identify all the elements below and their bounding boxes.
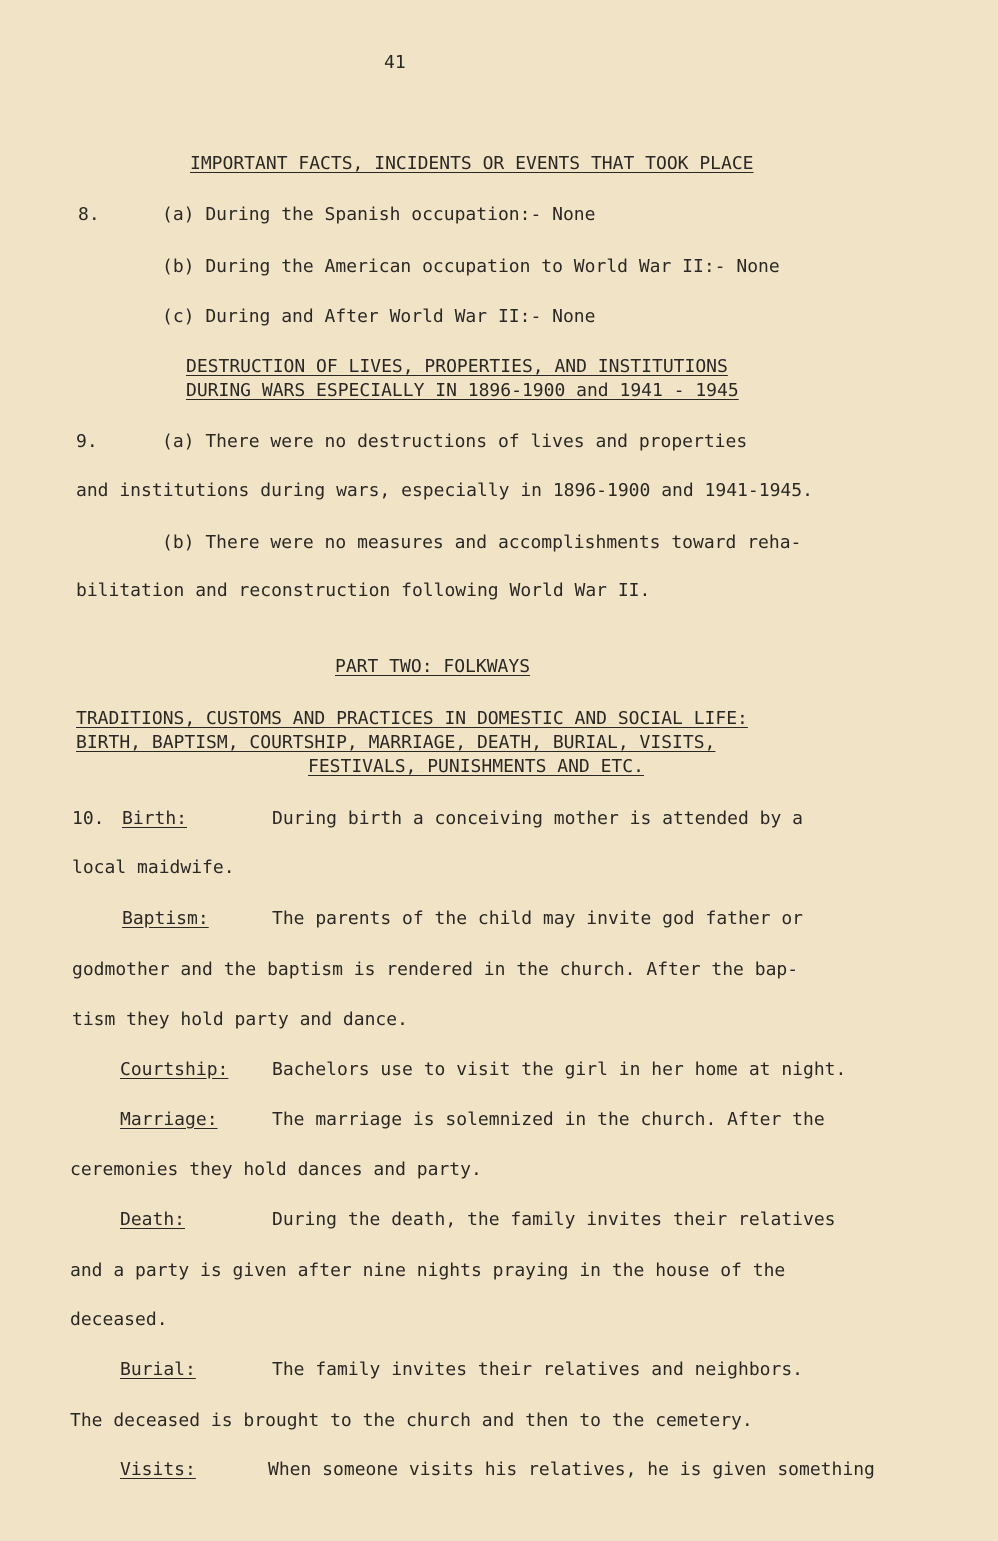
birth-line1: During birth a conceiving mother is attended by a <box>272 808 804 829</box>
burial-line1: The family invites their relatives and neighbors. <box>272 1359 804 1380</box>
baptism-line3: tism they hold party and dance. <box>72 1009 408 1030</box>
burial-label: Burial: <box>120 1359 196 1380</box>
item-8-number: 8. <box>78 204 100 225</box>
item-8c: (c) During and After World War II:- None <box>162 306 596 327</box>
item-8a: (a) During the Spanish occupation:- None <box>162 204 596 225</box>
marriage-line1: The marriage is solemnized in the church. After the <box>272 1109 825 1130</box>
baptism-line2: godmother and the baptism is rendered in the church. After the bap- <box>72 959 799 980</box>
baptism-line1: The parents of the child may invite god father or <box>272 908 804 929</box>
item-9a-line1: (a) There were no destructions of lives and properties <box>162 431 748 452</box>
courtship-line1: Bachelors use to visit the girl in her home at night. <box>272 1059 847 1080</box>
heading-destruction-line2: DURING WARS ESPECIALLY IN 1896-1900 and 1941 - 1945 <box>186 380 739 401</box>
burial-line2: The deceased is brought to the church and then to the cemetery. <box>70 1410 753 1431</box>
death-label: Death: <box>120 1209 186 1230</box>
heading-traditions-line3: FESTIVALS, PUNISHMENTS AND ETC. <box>308 756 644 777</box>
heading-destruction-line1: DESTRUCTION OF LIVES, PROPERTIES, AND INSTITUTIONS <box>186 356 728 377</box>
death-line2: and a party is given after nine nights praying in the house of the <box>70 1260 786 1281</box>
item-8b: (b) During the American occupation to World War II:- None <box>162 256 780 277</box>
death-line3: deceased. <box>70 1309 168 1330</box>
heading-facts: IMPORTANT FACTS, INCIDENTS OR EVENTS THAT TOOK PLACE <box>190 153 754 174</box>
birth-line2: local maidwife. <box>72 857 235 878</box>
item-9-number: 9. <box>76 431 98 452</box>
marriage-label: Marriage: <box>120 1109 218 1130</box>
item-10-number: 10. <box>72 808 105 829</box>
birth-label: Birth: <box>122 808 188 829</box>
heading-traditions-line2: BIRTH, BAPTISM, COURTSHIP, MARRIAGE, DEATH, BURIAL, VISITS, <box>76 732 716 753</box>
part-two-heading: PART TWO: FOLKWAYS <box>335 656 531 677</box>
item-9b-line2: bilitation and reconstruction following World War II. <box>76 580 651 601</box>
visits-line1: When someone visits his relatives, he is given something <box>268 1459 875 1480</box>
courtship-label: Courtship: <box>120 1059 229 1080</box>
heading-traditions-line1: TRADITIONS, CUSTOMS AND PRACTICES IN DOMESTIC AND SOCIAL LIFE: <box>76 708 748 729</box>
item-9a-line2: and institutions during wars, especially in 1896-1900 and 1941-1945. <box>76 480 813 501</box>
page-number: 41 <box>384 52 406 73</box>
marriage-line2: ceremonies they hold dances and party. <box>70 1159 482 1180</box>
death-line1: During the death, the family invites their relatives <box>272 1209 836 1230</box>
item-9b-line1: (b) There were no measures and accomplishments toward reha- <box>162 532 802 553</box>
baptism-label: Baptism: <box>122 908 209 929</box>
visits-label: Visits: <box>120 1459 196 1480</box>
